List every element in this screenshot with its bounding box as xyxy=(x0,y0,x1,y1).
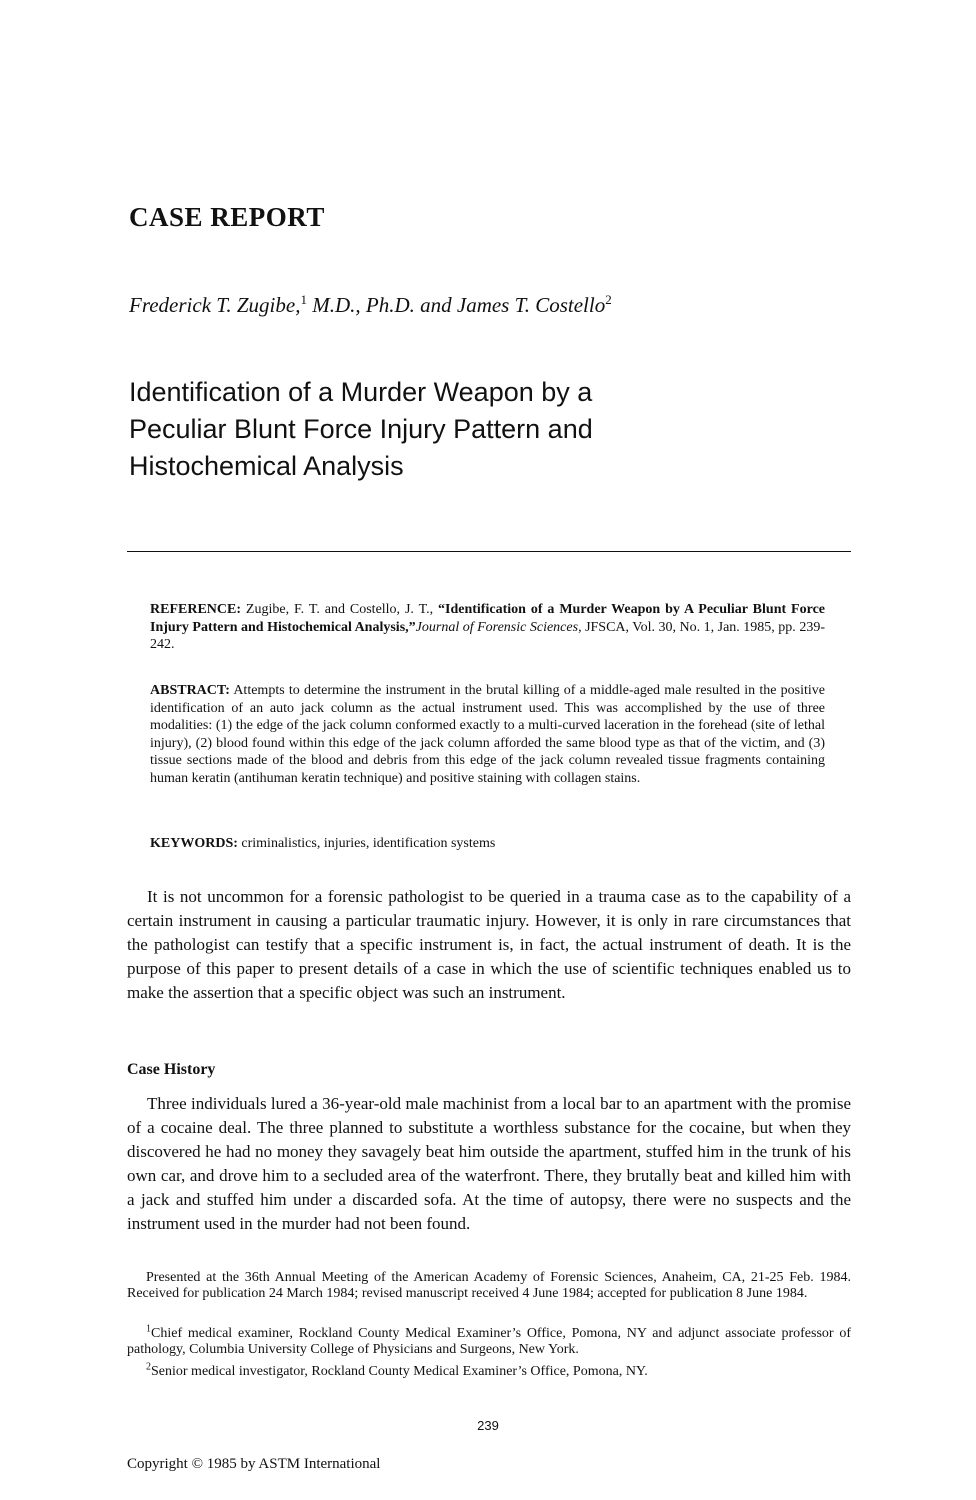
case-history-heading: Case History xyxy=(127,1061,216,1078)
intro-paragraph: It is not uncommon for a forensic pathologist to be queried in a trauma case as to the capability of a certain instrument in causing a particular traumatic injury. However, it is only in rare circumstances that the pathologist can testify that a specific instrument is, in fact, the actual instrument of death. It is the purpose of this paper to present details of a case in which the use of scientific techniques enabled us to make the assertion that a specific object was such an instrument. xyxy=(127,887,851,1002)
reference-details: , JFSCA, Vol. 30, No. 1, Jan. 1985, pp. 239-242. xyxy=(150,619,825,652)
title-line: Histochemical Analysis xyxy=(129,451,404,481)
page-number: 239 xyxy=(477,1418,499,1433)
reference-article-title: “Identification of a Murder Weapon by A Peculiar Blunt Force Injury Pattern and Histochemical Analysis,” xyxy=(150,602,826,635)
article-title xyxy=(129,374,849,485)
footnote-presented: Presented at the 36th Annual Meeting of the American Academy of Forensic Sciences, Anaheim, CA, 21-25 Feb. 1984. Received for publication 24 March 1984; revised manuscript received 4 June 1984; accepted for publication 8 June 1984. xyxy=(127,1270,851,1301)
keywords-block xyxy=(150,835,825,853)
reference-authors: Zugibe, F. T. and Costello, J. T., xyxy=(241,602,439,617)
author-1-name: Frederick T. Zugibe, xyxy=(129,293,301,317)
case-history-paragraph: Three individuals lured a 36-year-old male machinist from a local bar to an apartment with the promise of a cocaine deal. The three planned to substitute a worthless substance for the cocaine, but when they discovered he had no money they savagely beat him outside the apartment, stuffed him in the trunk of his own car, and drove him to a secluded area of the waterfront. There, they brutally beat and killed him with a jack and stuffed him under a discarded sofa. At the time of autopsy, there were no suspects and the instrument used in the murder had not been found. xyxy=(127,1094,851,1233)
author-2-footnote-marker: 2 xyxy=(605,292,612,307)
author-1-footnote-marker: 1 xyxy=(300,292,307,307)
keywords-text: criminalistics, injuries, identification systems xyxy=(237,836,496,851)
author-1-degrees: M.D., Ph.D. and xyxy=(306,293,452,317)
footnote-2-text: Senior medical investigator, Rockland County Medical Examiner’s Office, Pomona, NY. xyxy=(151,1364,648,1379)
section-label: CASE REPORT xyxy=(129,202,325,232)
copyright-notice: Copyright © 1985 by ASTM International xyxy=(127,1456,381,1472)
author-line xyxy=(129,293,612,318)
reference-label: REFERENCE: xyxy=(150,602,242,617)
footnote-1-text: Chief medical examiner, Rockland County Medical Examiner’s Office, Pomona, NY and adjunct associate professor of pathology, Columbia University College of Physicians and Surgeons, New York. xyxy=(127,1326,851,1357)
title-line: Identification of a Murder Weapon by a xyxy=(129,377,593,407)
title-divider xyxy=(127,551,851,552)
footnote-2-marker: 2 xyxy=(146,1361,151,1373)
reference-journal: Journal of Forensic Sciences xyxy=(415,619,579,635)
footnote-1-marker: 1 xyxy=(146,1323,151,1335)
author-2-name: James T. Costello xyxy=(456,293,606,317)
abstract-label: ABSTRACT: xyxy=(150,683,230,698)
reference-block xyxy=(150,601,825,654)
footnote-2 xyxy=(127,1361,851,1380)
title-line: Peculiar Blunt Force Injury Pattern and xyxy=(129,414,593,444)
abstract-block xyxy=(150,682,825,787)
abstract-text: Attempts to determine the instrument in the brutal killing of a middle-aged male resulted in the positive identification of an auto jack column as the actual instrument used. This was accomplished by the use of three modalities: (1) the edge of the jack column conformed exactly to a multi-curved laceration in the forehead (site of lethal injury), (2) blood found within this edge of the jack column afforded the same blood type as that of the victim, and (3) tissue sections made of the blood and debris from this edge of the jack column revealed tissue fragments containing human keratin (antihuman keratin technique) and positive staining with collagen stains. xyxy=(150,683,825,786)
keywords-label: KEYWORDS: xyxy=(150,836,238,851)
footnote-1 xyxy=(127,1323,851,1358)
